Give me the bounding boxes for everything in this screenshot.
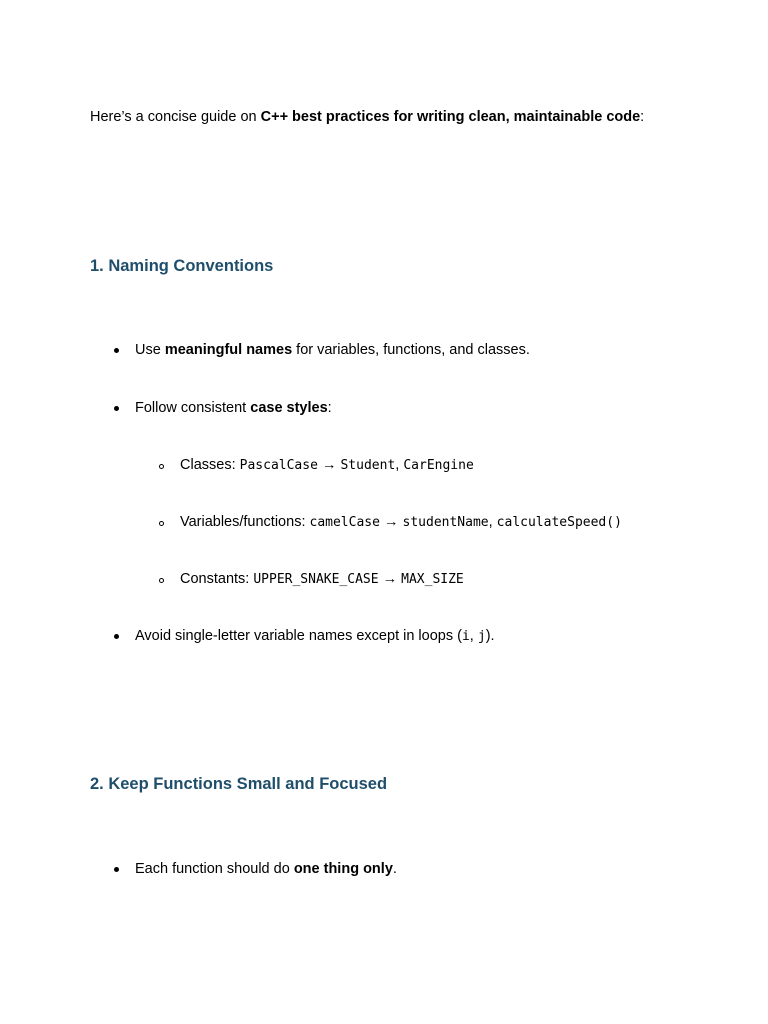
sub-bullet-marker (159, 521, 164, 526)
bullet-marker (114, 348, 119, 353)
text: for variables, functions, and classes. (292, 342, 530, 358)
list-item-meaningful-names (135, 342, 530, 358)
arrow-text: → (378, 571, 402, 587)
section-2-heading: 2. Keep Functions Small and Focused (90, 775, 388, 793)
code-text: UPPER_SNAKE_CASE (253, 572, 379, 587)
code-text: calculateSpeed() (496, 515, 622, 530)
text: Each function should do (135, 861, 294, 877)
text: Avoid single-letter variable names except in loops ( (135, 628, 462, 644)
sub-item-variables-functions (180, 514, 622, 530)
code-text: camelCase (309, 515, 380, 530)
intro-prefix: Here’s a concise guide on (90, 109, 261, 125)
code-text: MAX_SIZE (401, 572, 464, 587)
intro-paragraph (90, 109, 644, 125)
bullet-marker (114, 867, 119, 872)
code-text: Student (340, 458, 396, 473)
list-item-one-thing-only (135, 861, 397, 877)
text: . (392, 861, 397, 877)
intro-suffix: : (640, 109, 645, 125)
text: Constants: (180, 571, 254, 587)
sub-item-constants (180, 571, 464, 587)
arrow-text: → (379, 514, 403, 530)
intro-bold: C++ best practices for writing clean, maintainable code (260, 109, 641, 125)
text: : (327, 400, 332, 416)
text: Follow consistent (135, 400, 251, 416)
text: , (469, 628, 478, 644)
text: Use (135, 342, 165, 358)
code-text: PascalCase (239, 458, 318, 473)
list-item-avoid-single-letter (135, 628, 495, 644)
arrow-text: → (317, 457, 341, 473)
text: ). (485, 628, 495, 644)
text: , (395, 457, 404, 473)
text: , (488, 514, 497, 530)
text: Variables/functions: (180, 514, 310, 530)
list-item-case-styles (135, 400, 332, 416)
text: Classes: (180, 457, 240, 473)
sub-item-classes (180, 457, 474, 473)
code-text: studentName (402, 515, 489, 530)
code-text: j (477, 629, 486, 644)
sub-bullet-marker (159, 578, 164, 583)
sub-bullet-marker (159, 464, 164, 469)
bold-text: meaningful names (164, 342, 293, 358)
bullet-marker (114, 634, 119, 639)
section-1-heading: 1. Naming Conventions (90, 257, 274, 275)
bold-text: case styles (250, 400, 328, 416)
code-text: i (461, 629, 470, 644)
bold-text: one thing only (293, 861, 393, 877)
bullet-marker (114, 406, 119, 411)
code-text: CarEngine (403, 458, 474, 473)
